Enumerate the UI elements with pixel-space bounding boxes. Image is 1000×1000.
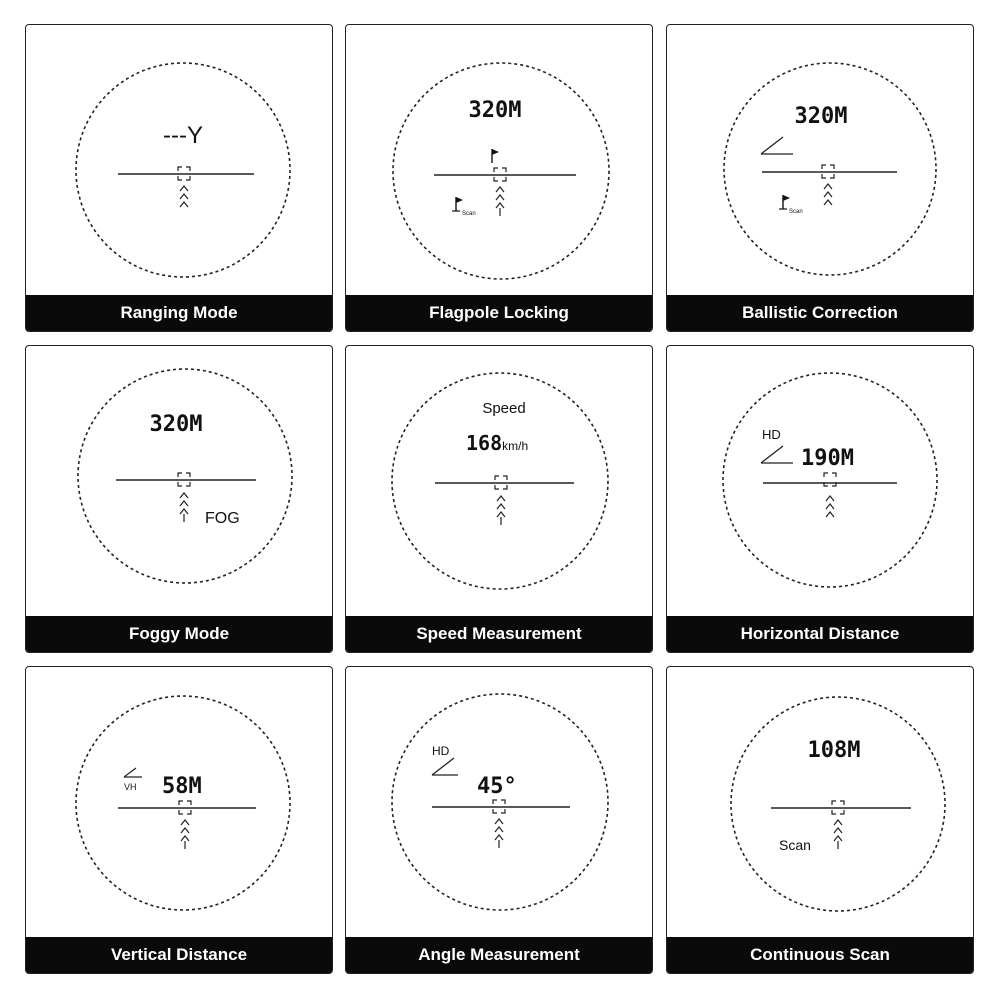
panel-caption: Angle Measurement — [346, 937, 652, 973]
panel-continuous-scan — [666, 666, 974, 974]
panel-caption: Foggy Mode — [26, 616, 332, 652]
speed-reading: 168 — [466, 431, 503, 455]
speed-unit: km/h — [502, 439, 529, 453]
viewfinder-circle — [393, 63, 609, 279]
panel-caption: Vertical Distance — [26, 937, 332, 973]
panel-angle-measurement — [345, 666, 653, 974]
panel-ranging-mode — [25, 24, 333, 332]
panel-vertical-distance — [25, 666, 333, 974]
viewfinder-display — [667, 25, 974, 332]
distance-reading: ---Y — [163, 122, 203, 149]
hd-label: HD — [432, 744, 450, 758]
viewfinder-circle — [76, 63, 290, 277]
crosshair-icon — [824, 473, 836, 486]
svg-text:168km/h — [466, 431, 528, 455]
panel-caption: Speed Measurement — [346, 616, 652, 652]
flag-scan-icon — [452, 197, 463, 211]
panel-caption: Continuous Scan — [667, 937, 973, 973]
panel-caption: Horizontal Distance — [667, 616, 973, 652]
scan-label: Scan — [462, 211, 476, 217]
arrow-stack-icon — [180, 186, 188, 207]
viewfinder-circle — [724, 63, 936, 275]
panel-flagpole-locking — [345, 24, 653, 332]
distance-reading: 320M — [468, 98, 522, 123]
viewfinder-display — [26, 25, 333, 332]
scan-label: Scan — [779, 837, 811, 853]
viewfinder-circle — [78, 369, 292, 583]
panel-speed-measurement — [345, 345, 653, 653]
distance-reading: 320M — [794, 104, 848, 129]
angle-reading: 45° — [477, 774, 517, 799]
flag-scan-icon — [779, 195, 790, 209]
panel-ballistic-correction — [666, 24, 974, 332]
viewfinder-display — [346, 25, 653, 332]
distance-reading: 320M — [149, 412, 203, 437]
angle-icon — [432, 758, 458, 775]
arrow-stack-icon — [495, 819, 503, 848]
distance-reading: 108M — [807, 738, 861, 763]
panel-foggy-mode — [25, 345, 333, 653]
angle-icon — [124, 768, 142, 777]
scan-label: Scan — [789, 209, 803, 215]
viewfinder-display — [667, 667, 974, 974]
arrow-stack-icon — [181, 820, 189, 849]
arrow-stack-icon — [497, 496, 505, 525]
viewfinder-circle — [723, 373, 937, 587]
panel-horizontal-distance — [666, 345, 974, 653]
hd-label: HD — [762, 427, 781, 442]
distance-reading: 190M — [801, 446, 854, 471]
arrow-stack-icon — [180, 493, 188, 522]
arrow-stack-icon — [834, 820, 842, 849]
vh-label: VH — [124, 782, 137, 792]
viewfinder-display — [346, 346, 653, 653]
viewfinder-display — [26, 667, 333, 974]
panel-caption: Flagpole Locking — [346, 295, 652, 331]
panel-caption: Ballistic Correction — [667, 295, 973, 331]
fog-label: FOG — [205, 510, 240, 527]
panel-caption: Ranging Mode — [26, 295, 332, 331]
angle-icon — [761, 446, 793, 463]
viewfinder-display — [667, 346, 974, 653]
arrow-stack-icon — [824, 184, 832, 205]
viewfinder-display — [346, 667, 653, 974]
flag-icon — [492, 149, 499, 163]
arrow-stack-icon — [496, 187, 504, 216]
arrow-stack-icon — [826, 496, 834, 517]
viewfinder-circle — [731, 697, 945, 911]
speed-label: Speed — [482, 400, 526, 417]
viewfinder-circle — [392, 694, 608, 910]
angle-icon — [761, 137, 793, 154]
viewfinder-display — [26, 346, 333, 653]
distance-reading: 58M — [162, 774, 202, 799]
viewfinder-circle — [76, 696, 290, 910]
